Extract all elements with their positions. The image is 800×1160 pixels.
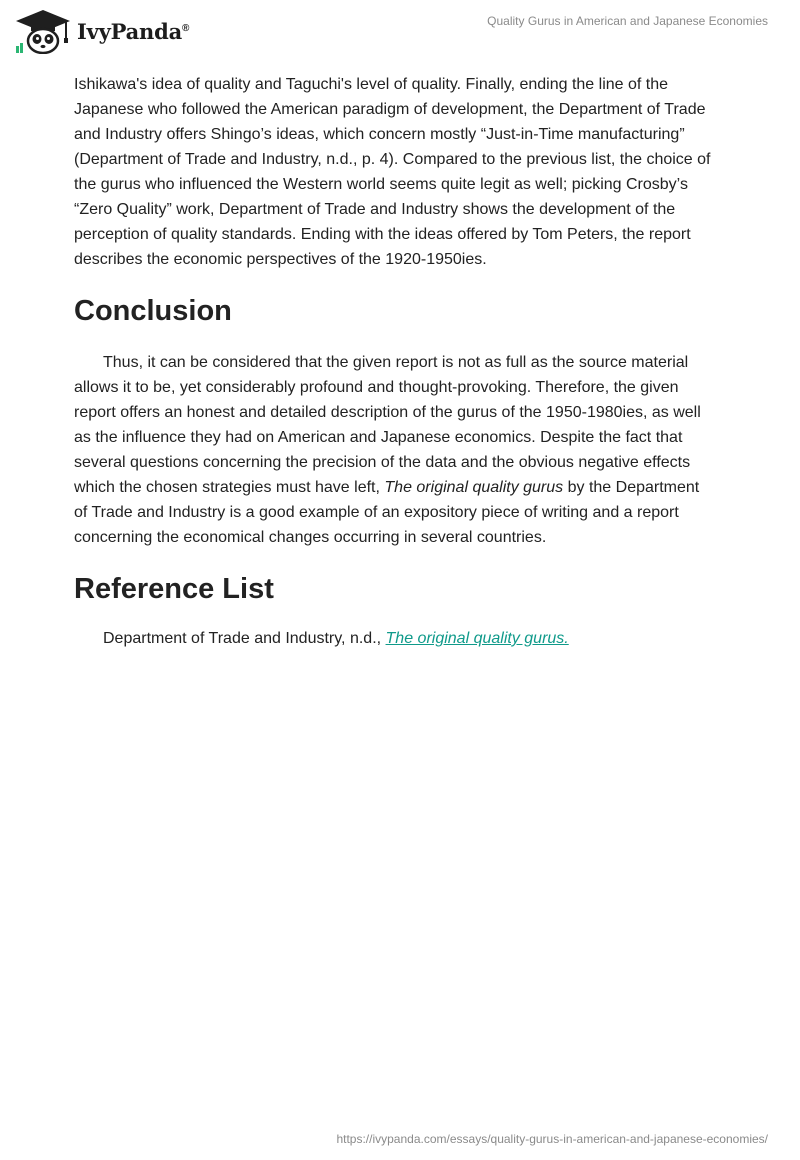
cited-title: The original quality gurus — [384, 479, 564, 496]
running-title: Quality Gurus in American and Japanese Economies — [487, 14, 768, 28]
conclusion-paragraph — [74, 350, 714, 550]
intro-paragraph: Ishikawa's idea of quality and Taguchi's level of quality. Finally, ending the line of the Japanese who followed the American paradigm of development, the Department of Trade and Industry offers Shingo’s ideas, which concern mostly “Just-in-Time manufacturing” (Department of Trade and Industry, n.d., p. 4). Compared to the previous list, the choice of the gurus who influenced the Western world seems quite legit as well; picking Crosby’s “Zero Quality” work, Department of Trade and Industry shows the development of the perception of quality standards. Ending with the ideas offered by Tom Peters, the report describes the economic perspectives of the 1920-1950ies. — [74, 76, 711, 268]
conclusion-text-end: by the Department of Trade and Industry is a good example of an expository piece of writing and a report concerning the economical changes occurring in several countries. — [74, 479, 700, 546]
conclusion-heading: Conclusion — [74, 295, 232, 327]
conclusion-text-start: Thus, it can be considered that the given report is not as full as the source material allows it to be, yet considerably profound and thought-provoking. Therefore, the given report offers an honest and detailed description of the gurus of the 1950-1980ies, as well as the influence they had on American and Japanese economics. Despite the fact that several questions concerning the precision of the data and the obvious negative effects which the chosen strategies must have left, — [74, 354, 701, 496]
reference-list-heading: Reference List — [74, 573, 274, 605]
reference-link[interactable]: The original quality gurus. — [385, 630, 569, 647]
brand-name: IvyPanda® — [77, 18, 190, 44]
page-header — [0, 0, 800, 62]
reference-prefix: Department of Trade and Industry, n.d., — [103, 630, 386, 647]
essay-content — [74, 72, 714, 651]
reference-entry — [74, 626, 714, 651]
panda-graduate-icon — [14, 8, 72, 54]
registered-mark: ® — [182, 22, 190, 34]
ivypanda-logo[interactable] — [14, 8, 189, 54]
footer-url: https://ivypanda.com/essays/quality-gurus-in-american-and-japanese-economies/ — [336, 1132, 768, 1146]
